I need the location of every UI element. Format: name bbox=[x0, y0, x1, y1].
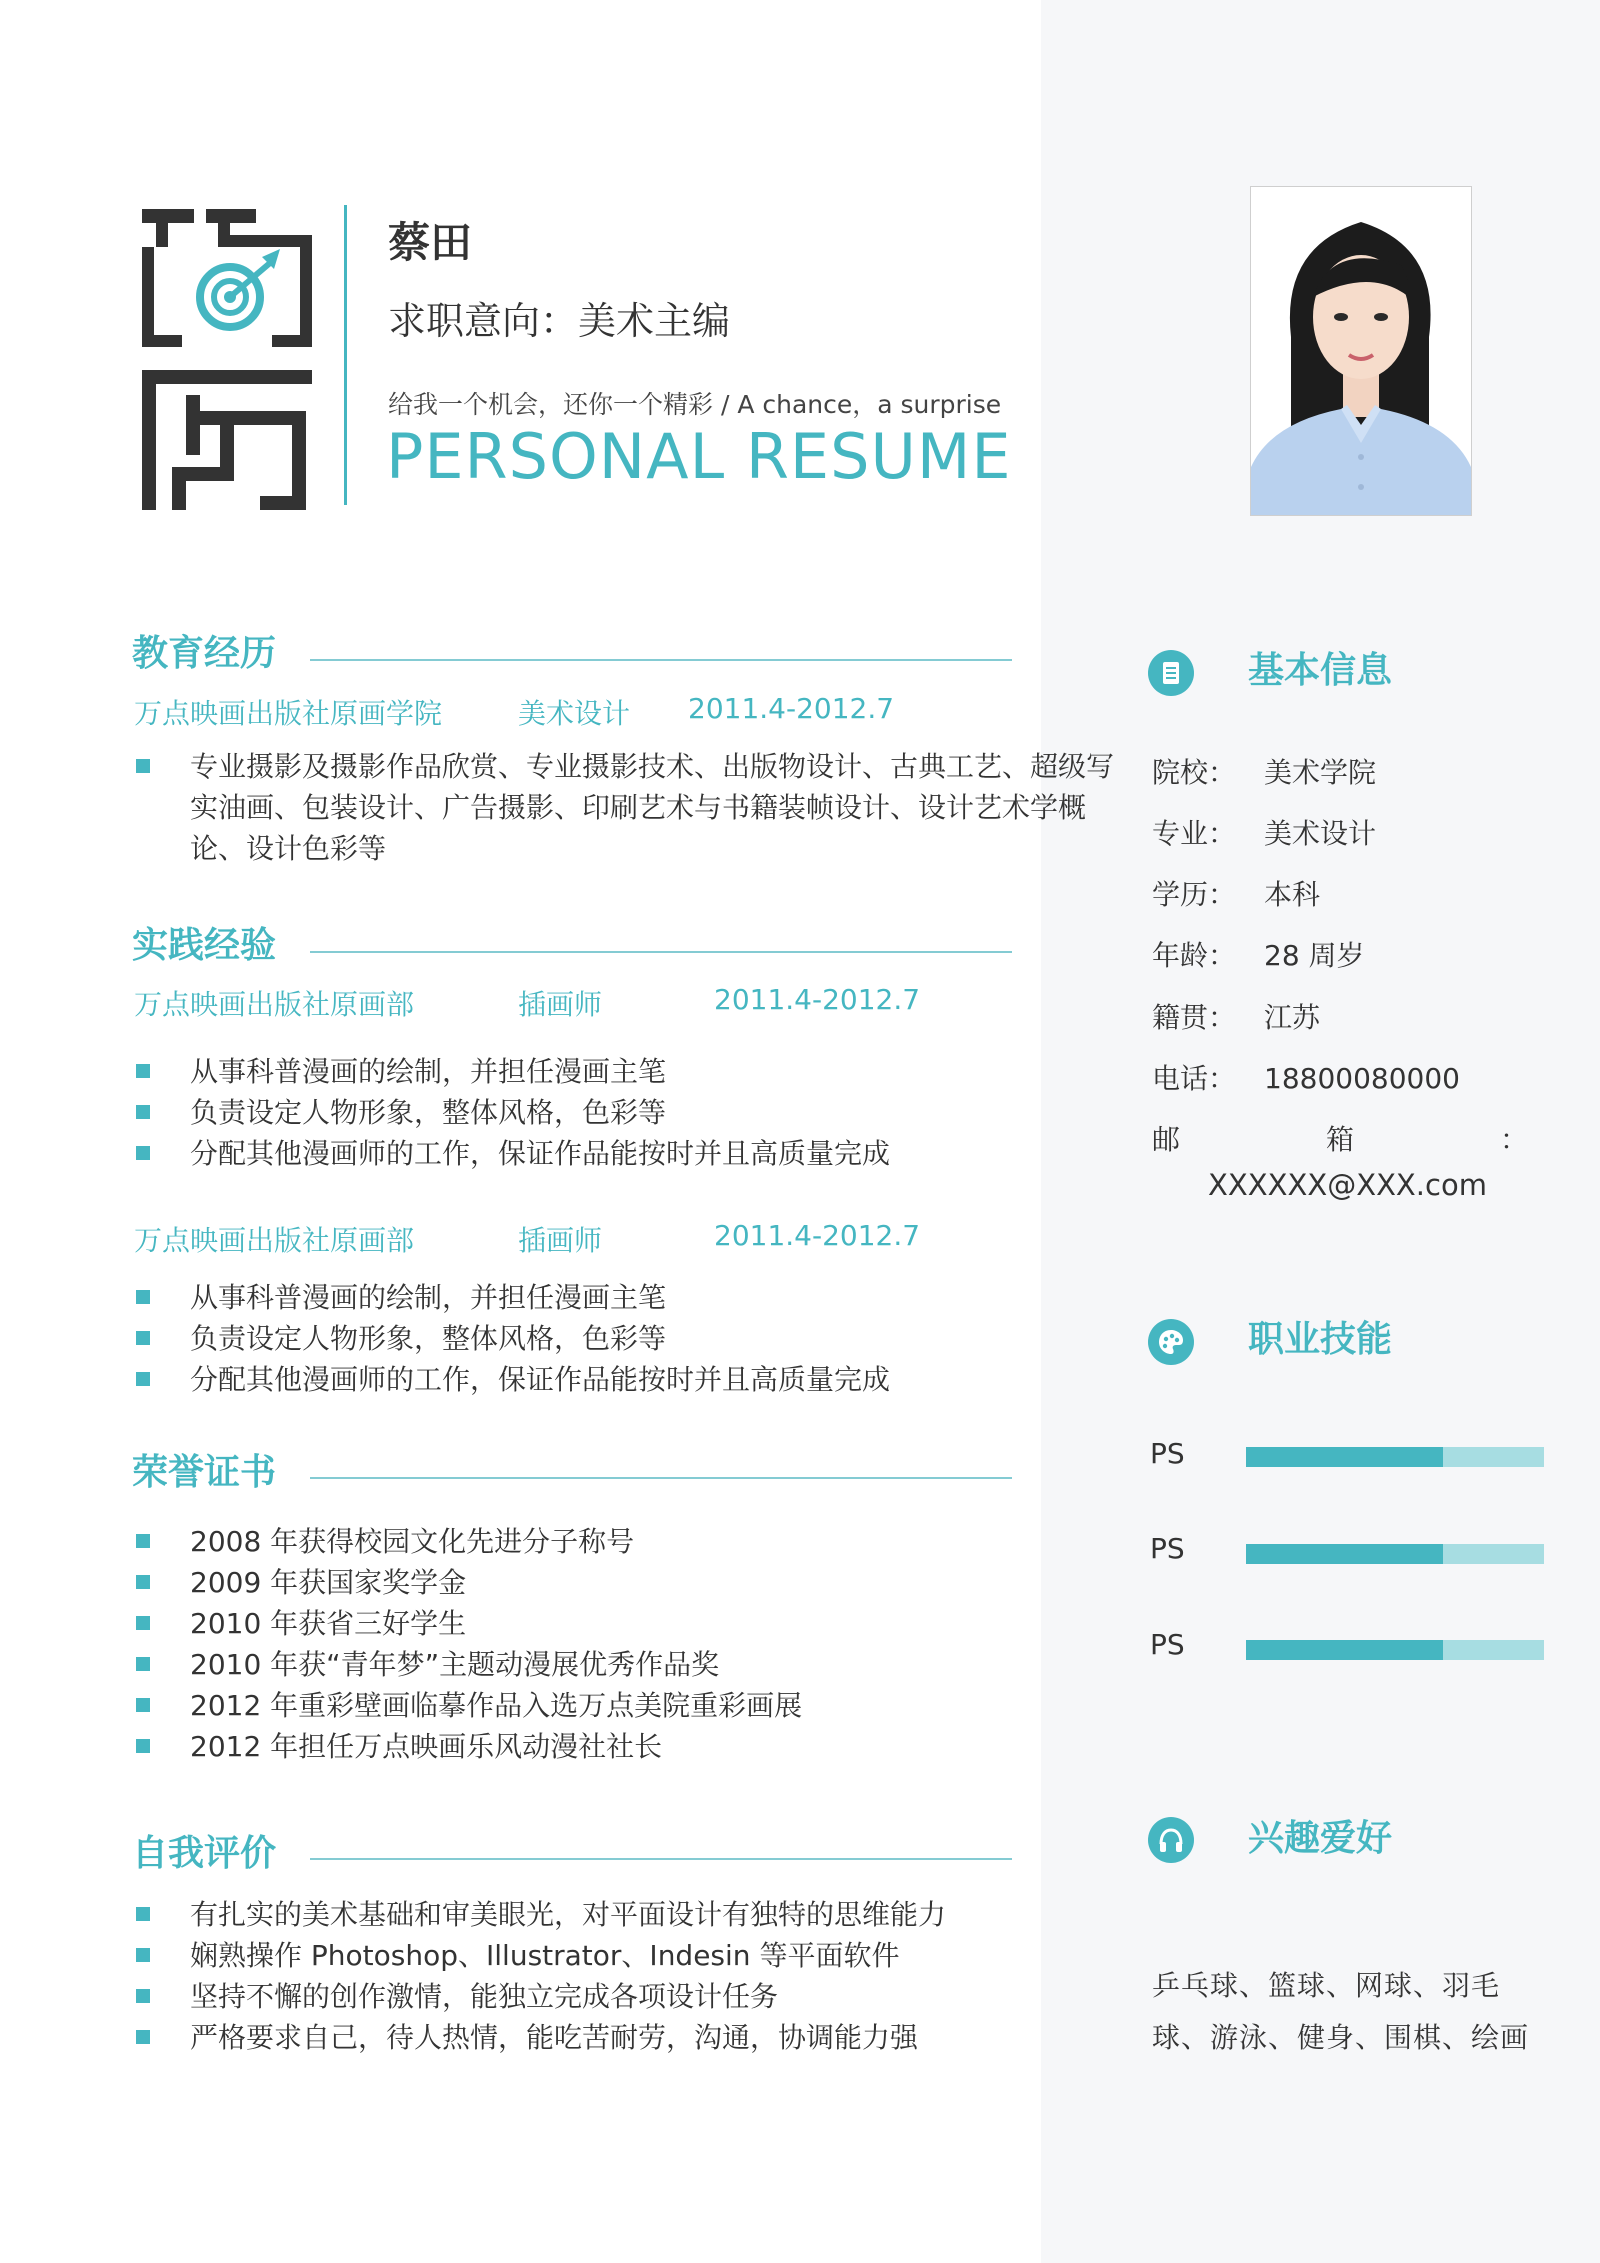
list-item-text: 2010 年获省三好学生 bbox=[190, 1607, 467, 1640]
bullet-square-icon bbox=[136, 1331, 150, 1345]
info-label: 专业： bbox=[1152, 817, 1237, 850]
info-label: 电话： bbox=[1152, 1062, 1237, 1095]
info-value: 江苏 bbox=[1264, 1001, 1321, 1034]
practice-divider bbox=[310, 951, 1012, 953]
self-eval-title: 自我评价 bbox=[132, 1833, 277, 1874]
list-item-text: 2012 年担任万点映画乐风动漫社社长 bbox=[190, 1730, 663, 1763]
education-school: 万点映画出版社原画学院 bbox=[134, 697, 443, 730]
bullet-square-icon bbox=[136, 1616, 150, 1630]
info-row-school bbox=[1152, 751, 1376, 791]
bullet-square-icon bbox=[136, 1739, 150, 1753]
info-label: 籍贯： bbox=[1152, 1001, 1237, 1034]
info-label: 学历： bbox=[1152, 878, 1237, 911]
bullet-square-icon bbox=[136, 1372, 150, 1386]
job-intent: 求职意向：美术主编 bbox=[388, 299, 731, 343]
bullet-square-icon bbox=[136, 1064, 150, 1078]
honors-divider bbox=[310, 1477, 1012, 1479]
bullet-square-icon bbox=[136, 1907, 150, 1921]
skill-name: PS bbox=[1150, 1628, 1185, 1661]
list-item-text: 负责设定人物形象，整体风格，色彩等 bbox=[190, 1096, 667, 1129]
list-item bbox=[134, 1133, 890, 1174]
header-divider bbox=[344, 205, 347, 505]
education-description-list bbox=[134, 746, 1120, 869]
list-item-text: 2010 年获“青年梦”主题动漫展优秀作品奖 bbox=[190, 1648, 720, 1681]
info-label: 年龄： bbox=[1152, 939, 1237, 972]
skill-bar-fill bbox=[1246, 1544, 1443, 1564]
info-value: 美术学院 bbox=[1264, 756, 1377, 789]
info-row-degree bbox=[1152, 873, 1320, 913]
list-item bbox=[134, 1685, 802, 1726]
resume-title-en: PERSONAL RESUME bbox=[386, 420, 1012, 493]
practice-items-list bbox=[134, 1277, 890, 1400]
hobbies-text: 乒乓球、篮球、网球、羽毛球、游泳、健身、围棋、绘画 bbox=[1152, 1969, 1530, 2054]
info-value: 28 周岁 bbox=[1264, 939, 1365, 972]
list-item bbox=[134, 1935, 946, 1976]
list-item-text: 从事科普漫画的绘制，并担任漫画主笔 bbox=[190, 1281, 667, 1314]
list-item-text: 从事科普漫画的绘制，并担任漫画主笔 bbox=[190, 1055, 667, 1088]
practice-company: 万点映画出版社原画部 bbox=[134, 988, 415, 1021]
profile-photo bbox=[1250, 186, 1472, 516]
practice-role: 插画师 bbox=[518, 1224, 603, 1257]
list-item-text: 2012 年重彩壁画临摹作品入选万点美院重彩画展 bbox=[190, 1689, 803, 1722]
list-item-text: 2008 年获得校园文化先进分子称号 bbox=[190, 1525, 635, 1558]
basic-info-title: 基本信息 bbox=[1248, 650, 1393, 691]
practice-period: 2011.4-2012.7 bbox=[714, 983, 921, 1016]
email-label-char: ： bbox=[1500, 1123, 1529, 1156]
list-item bbox=[134, 1894, 946, 1935]
list-item bbox=[134, 1277, 890, 1318]
practice-items-list bbox=[134, 1051, 890, 1174]
document-icon bbox=[1148, 650, 1194, 696]
education-description: 专业摄影及摄影作品欣赏、专业摄影技术、出版物设计、古典工艺、超级写实油画、包装设计、广告摄影、印刷艺术与书籍装帧设计、设计艺术学概论、设计色彩等 bbox=[190, 750, 1115, 865]
info-row-major bbox=[1152, 812, 1376, 852]
practice-period: 2011.4-2012.7 bbox=[714, 1219, 921, 1252]
list-item bbox=[134, 1726, 802, 1767]
bullet-square-icon bbox=[136, 1105, 150, 1119]
education-period: 2011.4-2012.7 bbox=[688, 692, 895, 725]
candidate-name: 蔡田 bbox=[388, 218, 473, 267]
list-item bbox=[134, 1092, 890, 1133]
info-label: 院校： bbox=[1152, 756, 1237, 789]
bullet-square-icon bbox=[136, 1657, 150, 1671]
list-item-text: 严格要求自己，待人热情，能吃苦耐劳，沟通，协调能力强 bbox=[190, 2021, 919, 2054]
honors-title: 荣誉证书 bbox=[132, 1452, 277, 1493]
email-value: XXXXXX@XXX.com bbox=[1208, 1168, 1487, 1202]
resume-logo-icon bbox=[142, 205, 312, 510]
self-eval-divider bbox=[310, 1858, 1012, 1860]
list-item bbox=[134, 1051, 890, 1092]
palette-icon bbox=[1148, 1319, 1194, 1365]
bullet-square-icon bbox=[136, 1698, 150, 1712]
practice-role: 插画师 bbox=[518, 988, 603, 1021]
list-item-text: 娴熟操作 Photoshop、Illustrator、Indesin 等平面软件 bbox=[190, 1939, 900, 1972]
info-row-phone bbox=[1152, 1057, 1460, 1097]
bullet-square-icon bbox=[136, 759, 150, 773]
list-item-text: 分配其他漫画师的工作，保证作品能按时并且高质量完成 bbox=[190, 1363, 891, 1396]
list-item-text: 坚持不懈的创作激情，能独立完成各项设计任务 bbox=[190, 1980, 779, 2013]
skill-bar bbox=[1246, 1544, 1544, 1564]
email-label-char: 箱 bbox=[1326, 1123, 1355, 1156]
info-value: 美术设计 bbox=[1264, 817, 1377, 850]
hobbies-title: 兴趣爱好 bbox=[1248, 1818, 1393, 1859]
skill-name: PS bbox=[1150, 1437, 1185, 1470]
info-value: 本科 bbox=[1264, 878, 1321, 911]
education-divider bbox=[310, 659, 1012, 661]
practice-title: 实践经验 bbox=[132, 925, 277, 966]
honors-list bbox=[134, 1521, 802, 1767]
bullet-square-icon bbox=[136, 1534, 150, 1548]
skill-bar bbox=[1246, 1447, 1544, 1467]
info-row-age bbox=[1152, 934, 1365, 974]
bullet-square-icon bbox=[136, 2030, 150, 2044]
info-value: 18800080000 bbox=[1264, 1062, 1460, 1095]
list-item bbox=[134, 1359, 890, 1400]
email-label-char: 邮 bbox=[1152, 1123, 1181, 1156]
bullet-square-icon bbox=[136, 1146, 150, 1160]
education-major: 美术设计 bbox=[518, 697, 631, 730]
list-item-text: 分配其他漫画师的工作，保证作品能按时并且高质量完成 bbox=[190, 1137, 891, 1170]
bullet-square-icon bbox=[136, 1290, 150, 1304]
list-item bbox=[134, 746, 1120, 869]
list-item-text: 2009 年获国家奖学金 bbox=[190, 1566, 467, 1599]
skills-title: 职业技能 bbox=[1248, 1319, 1393, 1360]
bullet-square-icon bbox=[136, 1989, 150, 2003]
list-item bbox=[134, 1976, 946, 2017]
practice-company: 万点映画出版社原画部 bbox=[134, 1224, 415, 1257]
self-eval-list bbox=[134, 1894, 946, 2058]
list-item bbox=[134, 1318, 890, 1359]
skill-bar-fill bbox=[1246, 1640, 1443, 1660]
list-item-text: 有扎实的美术基础和审美眼光，对平面设计有独特的思维能力 bbox=[190, 1898, 947, 1931]
skill-bar-fill bbox=[1246, 1447, 1443, 1467]
headphones-icon bbox=[1148, 1817, 1194, 1863]
info-row-hometown bbox=[1152, 996, 1320, 1036]
skill-bar bbox=[1246, 1640, 1544, 1660]
bullet-square-icon bbox=[136, 1948, 150, 1962]
list-item bbox=[134, 1521, 802, 1562]
list-item bbox=[134, 1603, 802, 1644]
motto: 给我一个机会，还你一个精彩 / A chance，a surprise bbox=[388, 390, 1002, 419]
bullet-square-icon bbox=[136, 1575, 150, 1589]
list-item bbox=[134, 1562, 802, 1603]
skill-name: PS bbox=[1150, 1532, 1185, 1565]
list-item bbox=[134, 1644, 802, 1685]
education-title: 教育经历 bbox=[132, 633, 277, 674]
list-item bbox=[134, 2017, 946, 2058]
list-item-text: 负责设定人物形象，整体风格，色彩等 bbox=[190, 1322, 667, 1355]
